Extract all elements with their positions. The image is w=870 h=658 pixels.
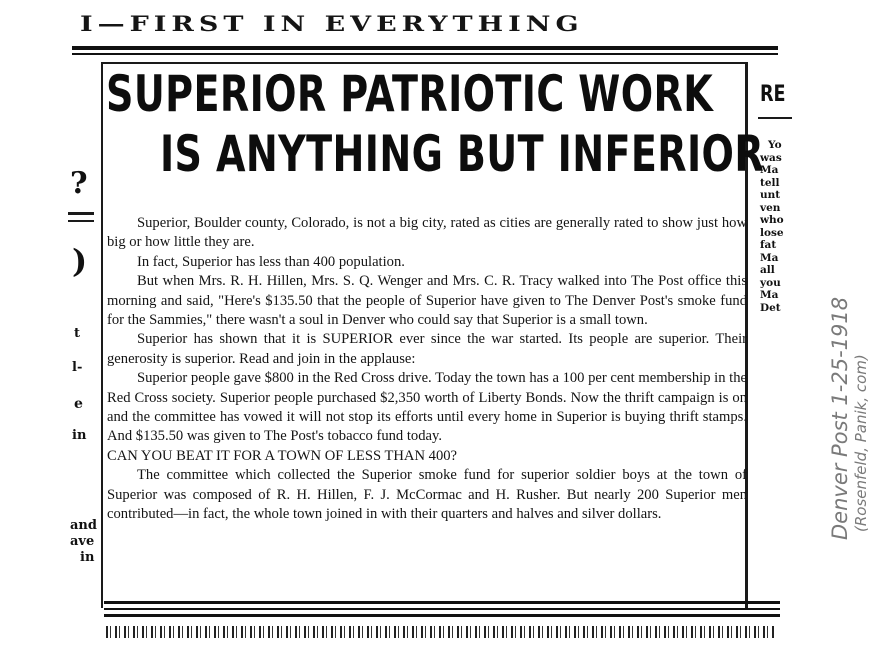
- paragraph: Superior people gave $800 in the Red Cross drive. Today the town has a 100 per cent membership in the Red Cross society. Superior people purchased $2,350 worth of Liberty Bonds. Now the thrift campaign is on and the committee has vowed it will not stop its efforts until every home in Superior is buying thrift stamps. And $135.50 was given to The Post's tobacco fund today.: [107, 370, 747, 445]
- left-stub-column: [68, 64, 98, 644]
- handwritten-note-line-1: Denver Post 1-25-1918: [828, 296, 852, 540]
- left-fragment: t: [74, 326, 81, 341]
- left-fragment: ): [72, 242, 88, 280]
- right-stub-column: [752, 70, 792, 314]
- right-column-line: unt: [760, 189, 781, 201]
- right-column-line: fat: [760, 239, 777, 251]
- paragraph: Superior has shown that it is SUPERIOR ever since the war started. Its people are superior. Their generosity is superior. Read and join in the applause:: [107, 331, 747, 367]
- right-column-line: Ma: [760, 251, 779, 264]
- right-column-line: who: [760, 214, 784, 226]
- left-fragment: l-: [72, 360, 83, 375]
- right-column-line: Ma: [760, 164, 779, 176]
- left-fragment: in: [72, 428, 87, 443]
- right-column-line: tell: [760, 176, 780, 189]
- right-column-line: Yo: [768, 139, 782, 151]
- headline-line-1: SUPERIOR PATRIOTIC WORK: [106, 65, 714, 123]
- paragraph: The committee which collected the Superior smoke fund for superior soldier boys at the town of Superior was composed of R. H. Hillen, F. J. McCormac and H. Rusher. But nearly 200 Superior men contributed—in fact, the whole town joined in with their quarters and halves and silver dollars.: [107, 467, 747, 523]
- right-column-line: Ma: [760, 289, 779, 301]
- left-fragment: ave: [70, 534, 95, 549]
- left-fragment: and: [70, 518, 97, 533]
- right-column-line: you: [760, 276, 781, 289]
- right-column-heading: RE: [760, 82, 786, 107]
- handwritten-note: [828, 297, 870, 540]
- bottom-cutoff-text-strip: [106, 626, 776, 638]
- right-column-text: [760, 139, 792, 314]
- paragraph: But when Mrs. R. H. Hillen, Mrs. S. Q. Wenger and Mrs. C. R. Tracy walked into The Post office this morning and said, "Here's $135.50 that the people of Superior have given to The Denver Post's smoke fund for the Sammies," there wasn't a soul in Denver who could say that Superior is a small town.: [107, 273, 747, 329]
- article-border-top: [101, 62, 747, 64]
- bottom-rule-thick: [104, 601, 780, 604]
- left-fragment: e: [74, 396, 83, 412]
- article-border-left: [101, 62, 103, 608]
- headline-line-2: IS ANYTHING BUT INFERIOR: [160, 125, 765, 183]
- paragraph: In fact, Superior has less than 400 population.: [137, 253, 405, 270]
- right-column-line: was: [760, 151, 782, 164]
- masthead-rule-thick: [72, 46, 778, 50]
- handwritten-note-line-2: (Rosenfeld, Panik, com): [852, 354, 870, 532]
- left-fragment: in: [80, 550, 95, 565]
- left-rule: [68, 220, 94, 222]
- right-column-rule: [758, 117, 792, 119]
- right-column-line: ven: [760, 201, 781, 214]
- right-column-line: lose: [760, 226, 784, 239]
- article-body: [107, 214, 747, 525]
- bottom-rule-thin: [104, 608, 780, 610]
- left-rule: [68, 212, 94, 215]
- paragraph: Superior, Boulder county, Colorado, is not a big city, rated as cities are generally rated to show just how big or how little they are.: [107, 215, 747, 251]
- left-fragment: ?: [70, 166, 88, 201]
- right-column-line: all: [760, 264, 775, 276]
- masthead: I—FIRST IN EVERYTHING: [80, 12, 584, 37]
- bottom-rule-thick: [104, 614, 780, 617]
- right-column-line: Det: [760, 301, 781, 314]
- paragraph-callout: CAN YOU BEAT IT FOR A TOWN OF LESS THAN 400?: [107, 447, 458, 464]
- masthead-rule-thin: [72, 53, 778, 55]
